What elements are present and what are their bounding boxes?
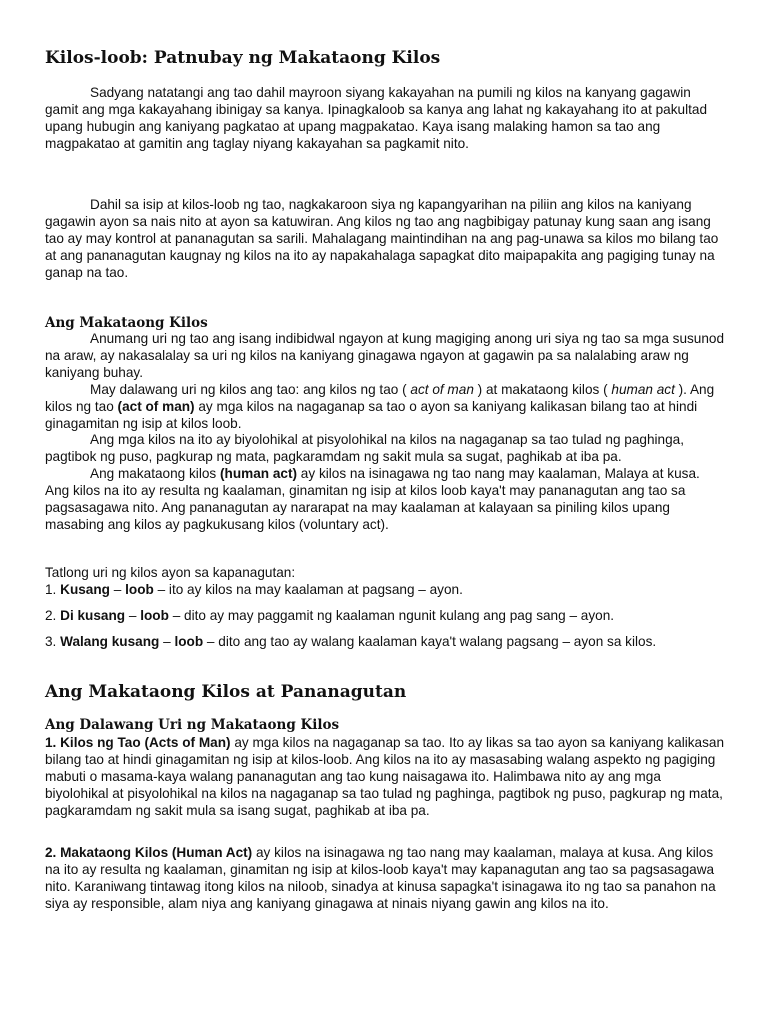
uri-text: ay kilos na isinagawa ng tao nang may kaalaman, malaya at kusa. Ang kilos na ito ay resulta ng kaalaman, ginamitan ng isip at kilos-loob kaya't may kapanagutan ang tao sa pagsasagawa nito. Karaniwang tintawag itong kilos na niloob, sinadya at kinusa sapagka't isinagawa ito ng tao sa panahon na siya ay responsible, alam niya ang kaniyang ginagawa at ninais niyang gawin ang kilos na ito. (45, 845, 716, 911)
subheading-dalawang-uri: Ang Dalawang Uri ng Makataong Kilos (45, 717, 340, 733)
type-description: – dito ay may paggamit ng kaalaman ngunit kulang ang pag sang – ayon. (168, 608, 615, 623)
list-number: 2. (45, 608, 61, 623)
list-number: 1. (45, 582, 61, 597)
uri-label: 1. Kilos ng Tao (Acts of Man) (45, 735, 231, 750)
uri-item-2 (45, 845, 725, 913)
types-intro: Tatlong uri ng kilos ayon sa kapanagutan: (45, 565, 296, 580)
type-name: loob (140, 608, 169, 623)
section-heading-pananagutan: Ang Makataong Kilos at Pananagutan (45, 682, 407, 702)
page-title: Kilos-loob: Patnubay ng Makataong Kilos (45, 48, 441, 68)
text-run: ay mga kilos na nagaganap sa tao o ayon sa kaniyang kalikasan bilang tao at hindi ginagamitan ng isip at kilos loob. (45, 398, 698, 431)
type-item-3 (45, 634, 725, 651)
term-human-act-bold: (human act) (219, 466, 298, 482)
uri-item-1 (45, 735, 725, 820)
term-act-of-man-italic: act of man (410, 381, 474, 397)
term-human-act-italic: human act (611, 381, 675, 397)
uri-text: ay mga kilos na nagaganap sa tao. Ito ay likas sa tao ayon sa kaniyang kalikasan bilang tao at hindi ginagamitan ng isip at kilos-loob. Ang kilos na ito ay masasabing walang aspekto ng pagiging mabuti o masama-kaya walang pananagutan ang tao kung naisagawa ito. Halimbawa nito ay ang mga biyolohikal at pisyolohikal na kilos na nagaganap sa tao tulad ng paghinga, pagtibok ng puso, pagkurap ng mata, pagkaramdam ng sakit mula sa isang sugat, paghikab at iba pa. (45, 735, 725, 818)
text-run: May dalawang uri ng kilos ang tao: ang kilos ng tao ( (90, 381, 411, 397)
text-run: ) at makataong kilos ( (473, 381, 612, 397)
type-name: Walang kusang (60, 634, 160, 649)
section-makataong-kilos-body (45, 331, 725, 534)
type-name: loob (125, 582, 154, 597)
type-dash: – (109, 582, 126, 597)
type-item-2 (45, 608, 725, 625)
type-name: Kusang (60, 582, 110, 597)
type-name: Di kusang (60, 608, 126, 623)
type-dash: – (159, 634, 175, 649)
text-run: Ang makataong kilos (90, 466, 220, 482)
uri-label: 2. Makataong Kilos (Human Act) (45, 845, 253, 860)
makataong-kilos-paragraph-3: Ang mga kilos na ito ay biyolohikal at pisyolohikal na kilos na nagaganap sa tao tulad ng paghinga, pagtibok ng puso, pagkurap ng mata, pagkaramdam ng sakit mula sa sugat, paghikab at iba pa. (45, 432, 684, 465)
makataong-kilos-paragraph-4 (45, 466, 725, 534)
text-run: ). Ang kilos ng tao (45, 381, 715, 414)
type-description: – ito ay kilos na may kaalaman at pagsang – ayon. (153, 582, 463, 597)
type-name: loob (174, 634, 204, 649)
type-item-1 (45, 582, 725, 599)
makataong-kilos-paragraph-2 (45, 382, 725, 433)
section-heading-makataong-kilos: Ang Makataong Kilos (45, 315, 208, 331)
list-number: 3. (45, 634, 61, 649)
type-dash: – (125, 608, 141, 623)
intro-paragraph-2: Dahil sa isip at kilos-loob ng tao, nagkakaroon siya ng kapangyarihan na piliin ang kilos na kaniyang gagawin ayon sa nais nito at ayon sa katuwiran. Ang kilos ng tao ang nagbibigay patunay kung saan ang isang tao ay may kontrol at pananagutan sa sarili. Mahalagang maintindihan na ang pag-unawa sa kilos mo bilang tao at ang pananagutan kaugnay ng kilos na ito ay napakahalaga sapagkat dito maipapakita ang pagiging tunay na ganap na tao. (45, 197, 719, 280)
intro-paragraph-1: Sadyang natatangi ang tao dahil mayroon siyang kakayahan na pumili ng kilos na kanyang gagawin gamit ang mga kakayahang ibinigay sa kanya. Ipinagkaloob sa kanya ang lahat ng kakayahang ito at pakultad upang hubugin ang kaniyang pagkatao at upang magpakatao. Kaya isang malaking hamon sa tao ang magpakatao at gamitin ang taglay niyang kakayahan sa pagkamit nito. (45, 85, 708, 151)
text-run: ay kilos na isinagawa ng tao nang may kaalaman, Malaya at kusa. Ang kilos na ito ay resulta ng kaalaman, ginamitan ng isip at kilos loob kaya't may pananagutan ang tao sa pagsasagawa nito. Ang pananagutan ay nararapat na may kaalaman at kalayaan sa piniling kilos upang masabing ang kilos ay pagkukusang kilos (voluntary act). (45, 466, 700, 532)
makataong-kilos-paragraph-1: Anumang uri ng tao ang isang indibidwal ngayon at kung magiging anong uri siya ng tao sa mga susunod na araw, ay nakasalalay sa uri ng kilos na kaniyang ginagawa ngayon at gagawin pa sa nalalabing araw ng kaniyang buhay. (45, 331, 725, 380)
term-act-of-man-bold: (act of man) (117, 398, 195, 414)
type-description: – dito ang tao ay walang kaalaman kaya't walang pagsang – ayon sa kilos. (203, 634, 657, 649)
